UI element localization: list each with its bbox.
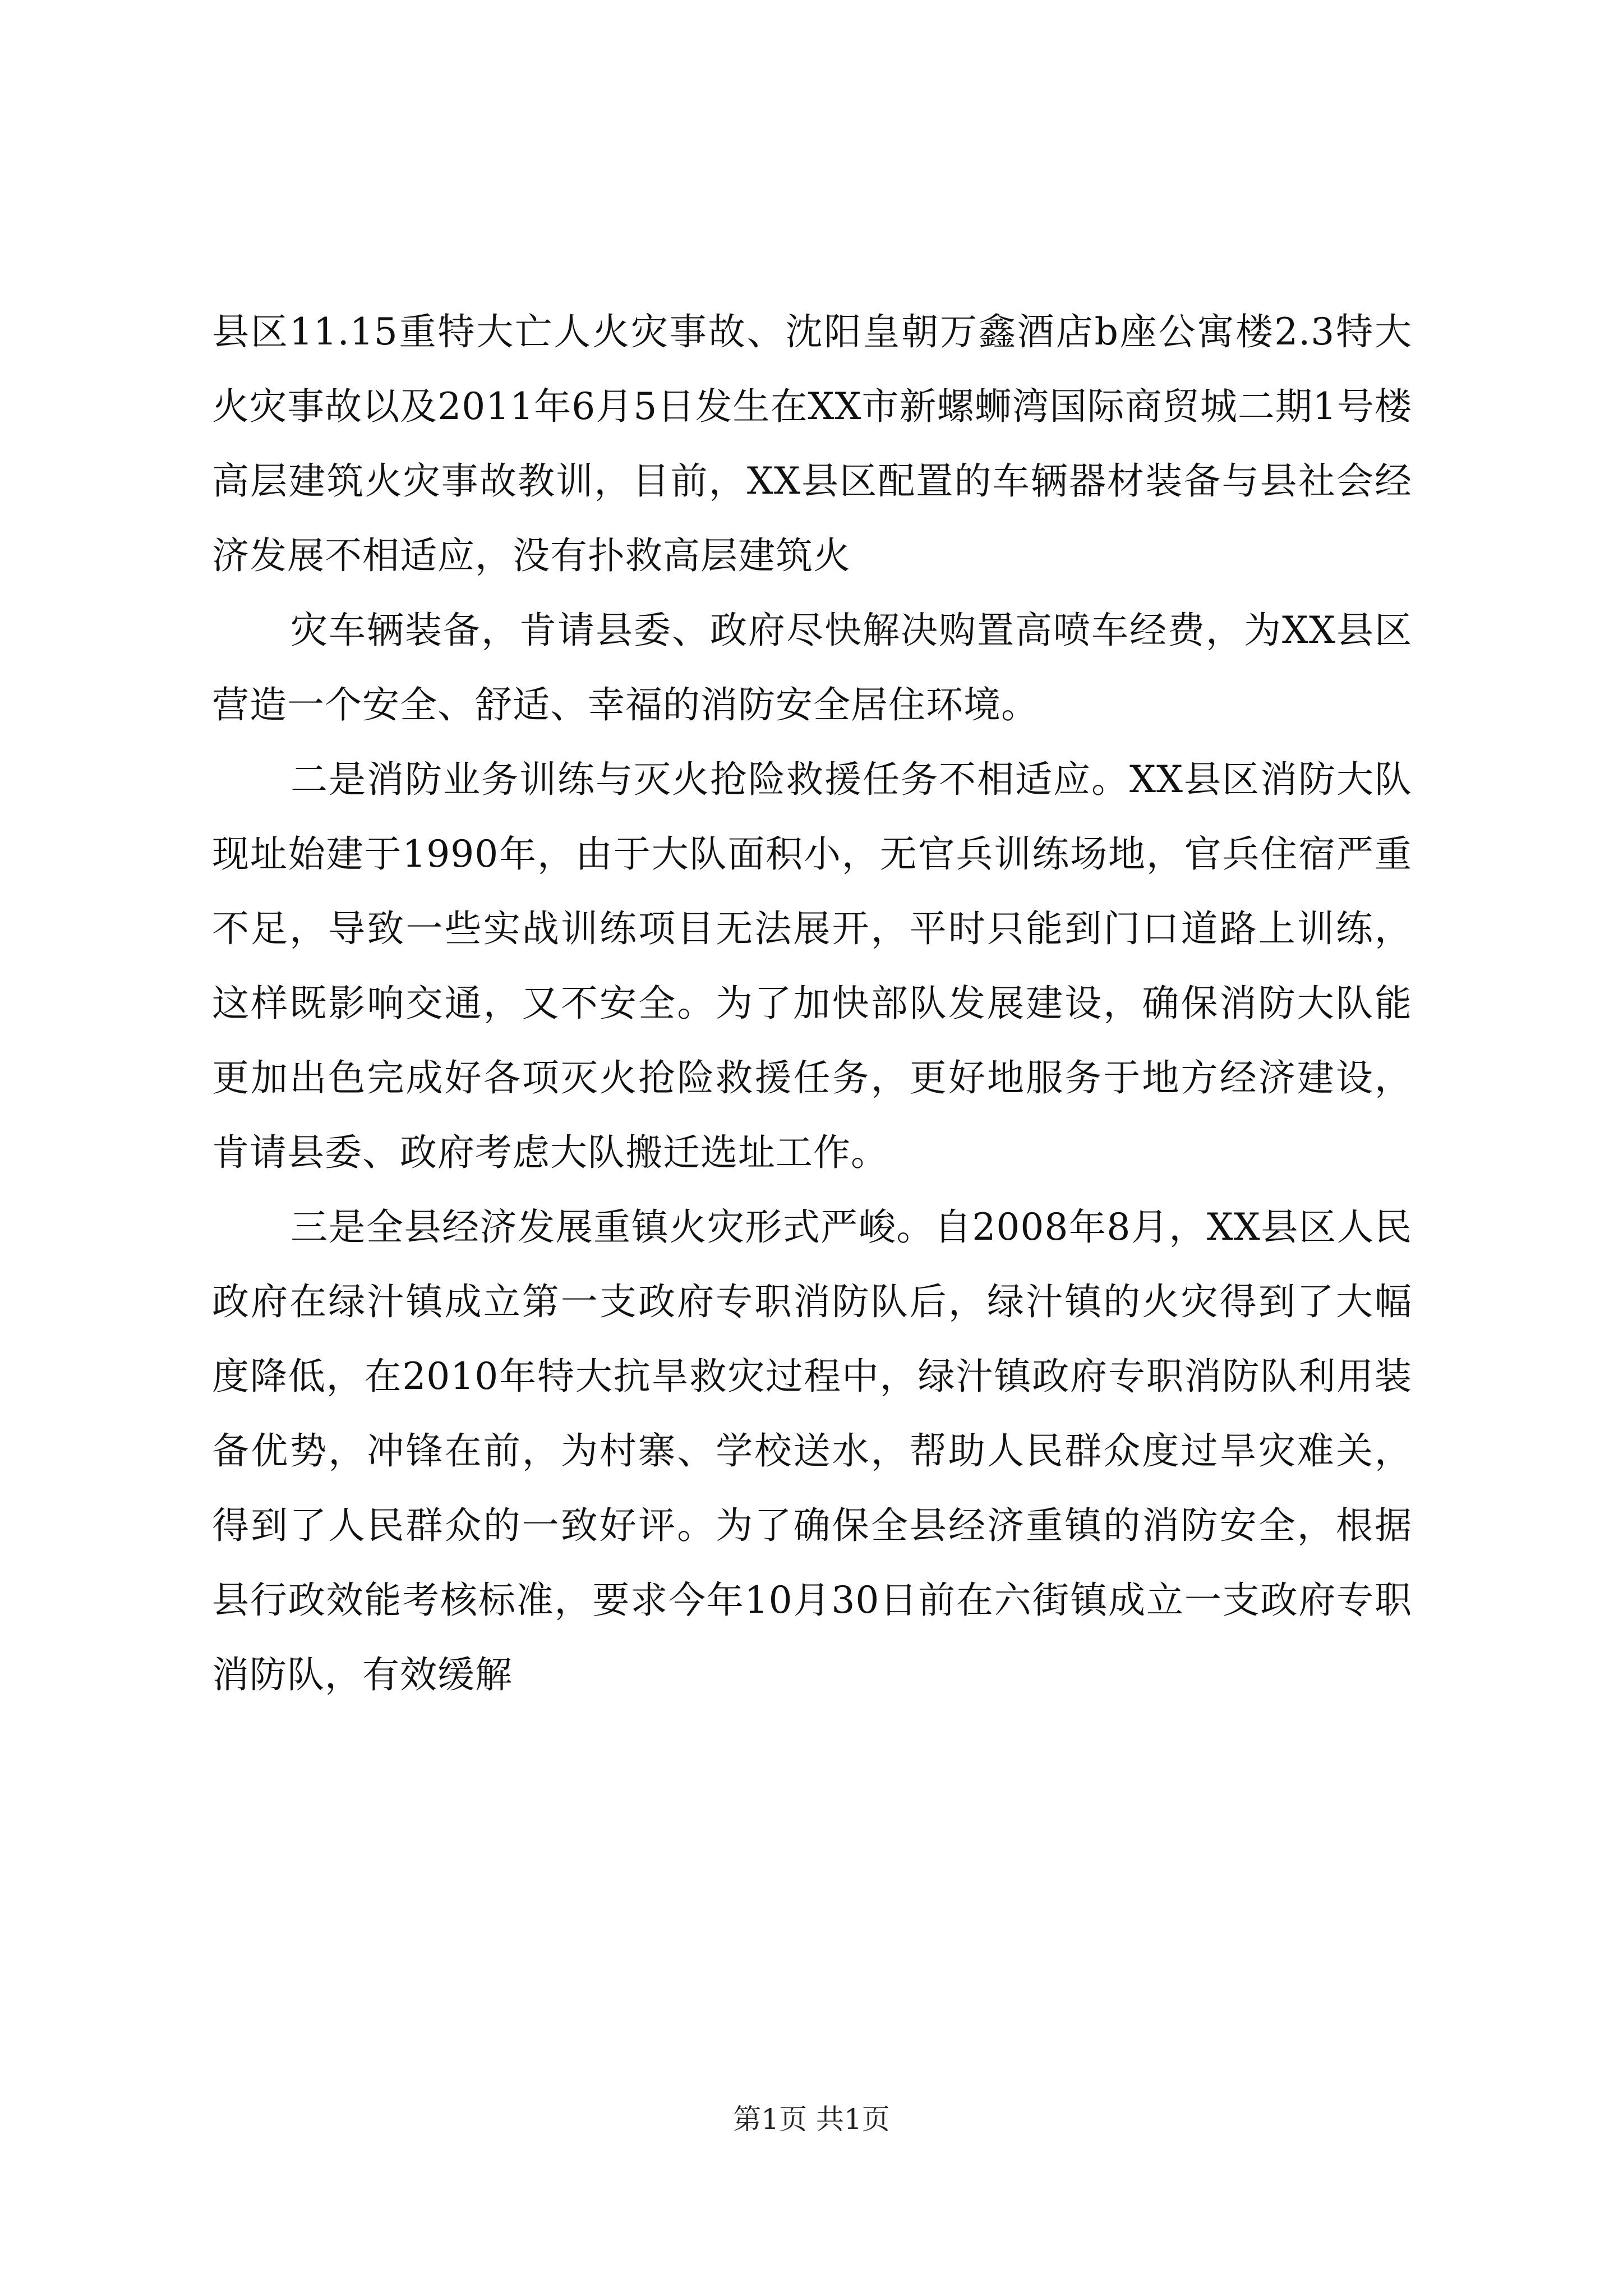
paragraph-2: 灾车辆装备，肯请县委、政府尽快解决购置高喷车经费，为XX县区营造一个安全、舒适、幸福的消防安全居住环境。 xyxy=(212,609,1412,726)
paragraph-1: 县区11.15重特大亡人火灾事故、沈阳皇朝万鑫酒店b座公寓楼2.3特大火灾事故以及2011年6月5日发生在XX市新螺蛳湾国际商贸城二期1号楼高层建筑火灾事故教训，目前，XX县区配置的车辆器材装备与县社会经济发展不相适应，没有扑救高层建筑火 xyxy=(212,310,1412,577)
document-body xyxy=(212,295,1412,1712)
paragraph-3: 二是消防业务训练与灭火抢险救援任务不相适应。XX县区消防大队现址始建于1990年，由于大队面积小，无官兵训练场地，官兵住宿严重不足，导致一些实战训练项目无法展开，平时只能到门口道路上训练，这样既影响交通，又不安全。为了加快部队发展建设，确保消防大队能更加出色完成好各项灭火抢险救援任务，更好地服务于地方经济建设，肯请县委、政府考虑大队搬迁选址工作。 xyxy=(212,758,1412,1174)
paragraph-4: 三是全县经济发展重镇火灾形式严峻。自2008年8月，XX县区人民政府在绿汁镇成立第一支政府专职消防队后，绿汁镇的火灾得到了大幅度降低，在2010年特大抗旱救灾过程中，绿汁镇政府专职消防队利用装备优势，冲锋在前，为村寨、学校送水，帮助人民群众度过旱灾难关，得到了人民群众的一致好评。为了确保全县经济重镇的消防安全，根据县行政效能考核标准，要求今年10月30日前在六街镇成立一支政府专职消防队，有效缓解 xyxy=(212,1205,1412,1696)
page-footer: 第1页 共1页 xyxy=(733,2103,890,2136)
